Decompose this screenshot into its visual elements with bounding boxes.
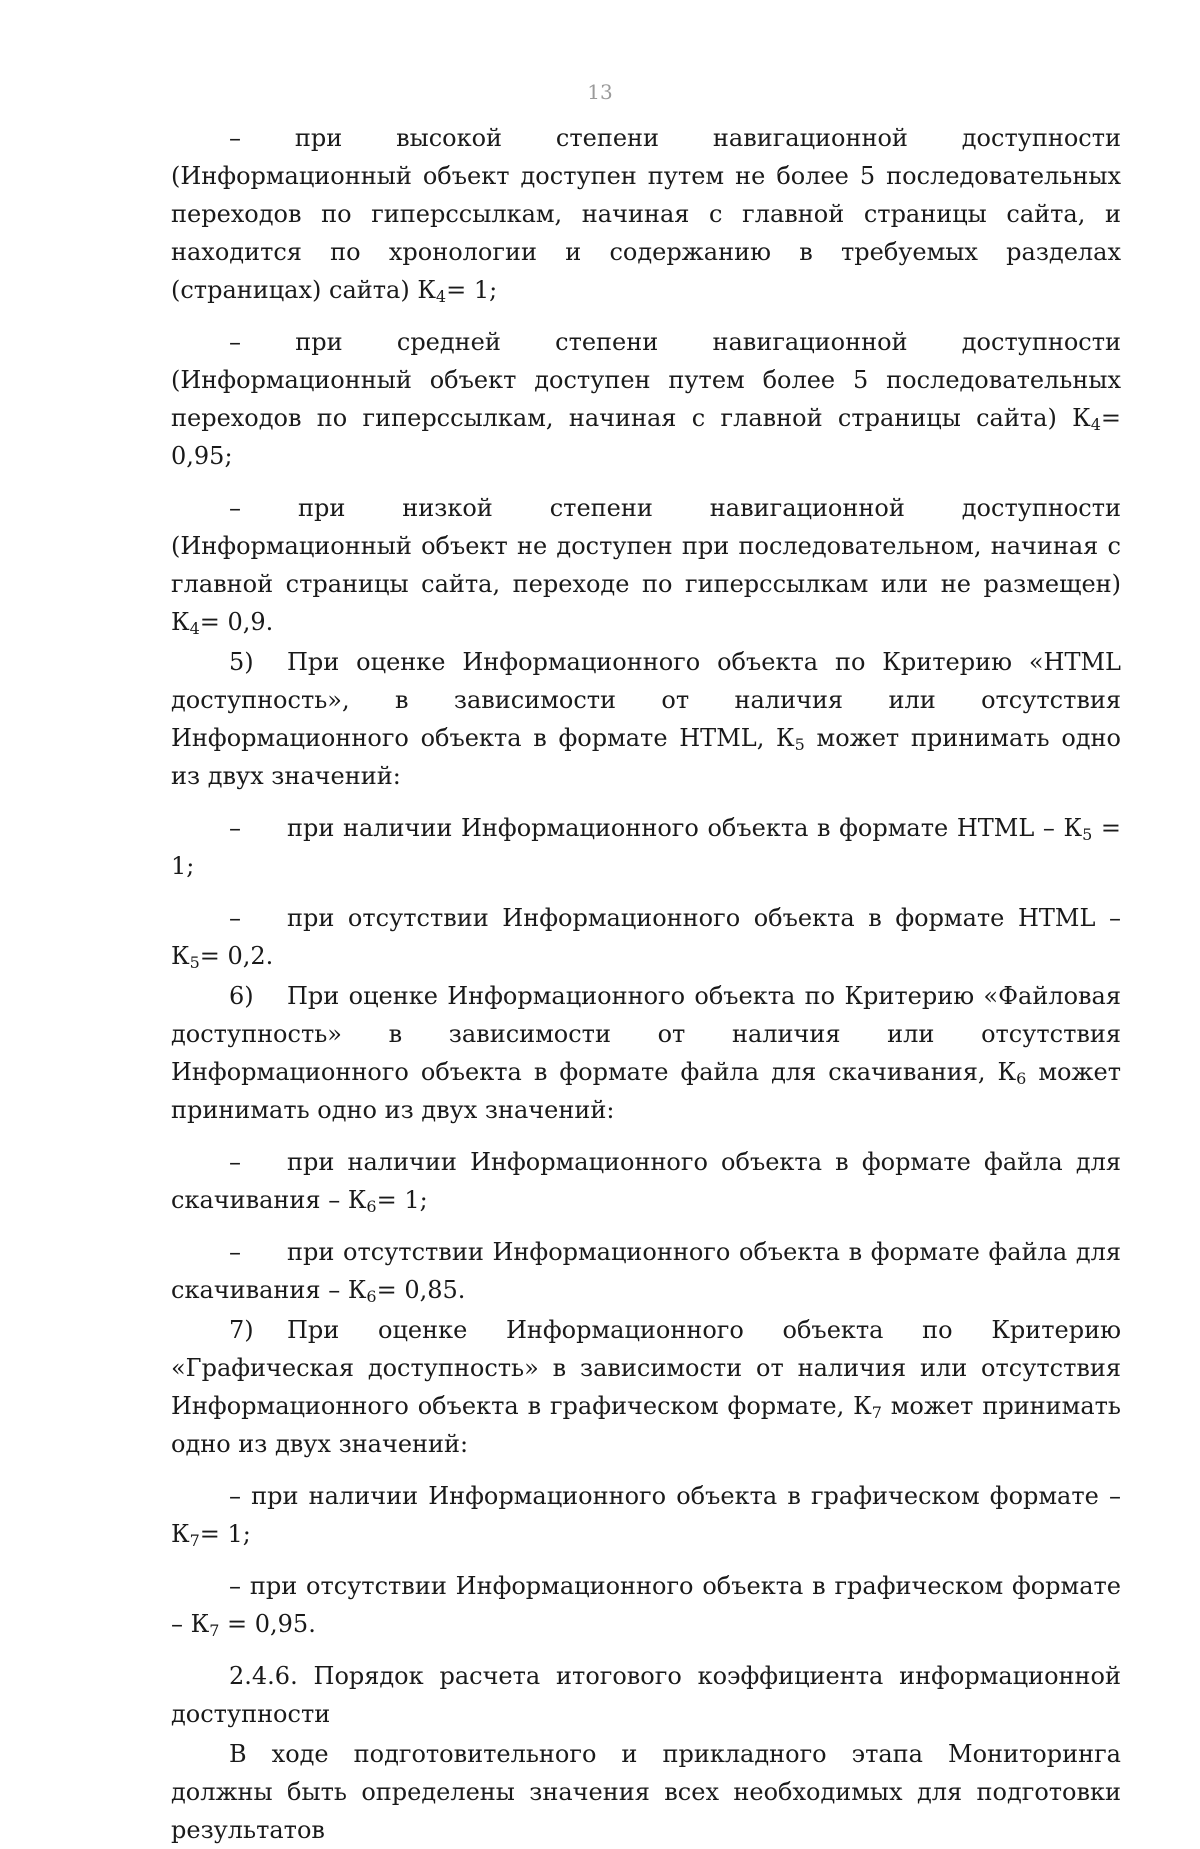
list-number: 5) <box>229 648 254 676</box>
paragraph-html-criterion: 5) При оценке Информационного объекта по Критерию «HTML доступность», в зависимости от наличия или отсутствия Информационного объекта в формате HTML, $К_5$ может принимать одно из двух значений: <box>171 643 1121 795</box>
list-dash: – <box>229 1148 241 1176</box>
paragraph-html-absent: – при отсутствии Информационного объекта в формате HTML – $К_5= 0,2$. <box>171 899 1121 975</box>
section-heading-2-4-6: 2.4.6. Порядок расчета итогового коэффициента информационной доступности <box>171 1662 1121 1728</box>
page-number: 13 <box>587 80 613 104</box>
paragraph-low-navigation: – при низкой степени навигационной доступности (Информационный объект не доступен при последовательном, начиная с главной страницы сайта, переходе по гиперссылкам или не размещен) $К_4= 0,9$. <box>171 494 1121 638</box>
list-number: 6) <box>229 982 254 1010</box>
list-dash: – <box>229 904 241 932</box>
paragraph-html-present: – при наличии Информационного объекта в формате HTML – $К_5 = 1$; <box>171 809 1121 885</box>
paragraph-file-present: – при наличии Информационного объекта в формате файла для скачивания – $К_6= 1$; <box>171 1143 1121 1219</box>
document-body <box>171 119 1121 1849</box>
paragraph-monitoring: В ходе подготовительного и прикладного этапа Мониторинга должны быть определены значения всех необходимых для подготовки результатов <box>171 1740 1121 1844</box>
paragraph-high-navigation: – при высокой степени навигационной доступности (Информационный объект доступен путем не более 5 последовательных переходов по гиперссылкам, начиная с главной страницы сайта, и находится по хронологии и содержанию в требуемых разделах (страницах) сайта) $К_4= 1$; <box>171 124 1121 306</box>
paragraph-file-absent: – при отсутствии Информационного объекта в формате файла для скачивания – $К_6= 0,85$. <box>171 1233 1121 1309</box>
list-dash: – <box>229 814 241 842</box>
paragraph-medium-navigation: – при средней степени навигационной доступности (Информационный объект доступен путем более 5 последовательных переходов по гиперссылкам, начиная с главной страницы сайта) $К_4= 0,95$; <box>171 328 1121 470</box>
paragraph-graphic-criterion: 7) При оценке Информационного объекта по Критерию «Графическая доступность» в зависимости от наличия или отсутствия Информационного объекта в графическом формате, $К_7$ может принимать одно из двух значений: <box>171 1311 1121 1463</box>
list-number: 7) <box>229 1316 254 1344</box>
paragraph-file-criterion: 6) При оценке Информационного объекта по Критерию «Файловая доступность» в зависимости от наличия или отсутствия Информационного объекта в формате файла для скачивания, $К_6$ может принимать одно из двух значений: <box>171 977 1121 1129</box>
paragraph-graphic-present: – при наличии Информационного объекта в графическом формате – $К_7= 1$; <box>171 1482 1121 1550</box>
list-dash: – <box>229 1238 241 1266</box>
paragraph-graphic-absent: – при отсутствии Информационного объекта в графическом формате – $К_7 = 0,95$. <box>171 1572 1121 1640</box>
